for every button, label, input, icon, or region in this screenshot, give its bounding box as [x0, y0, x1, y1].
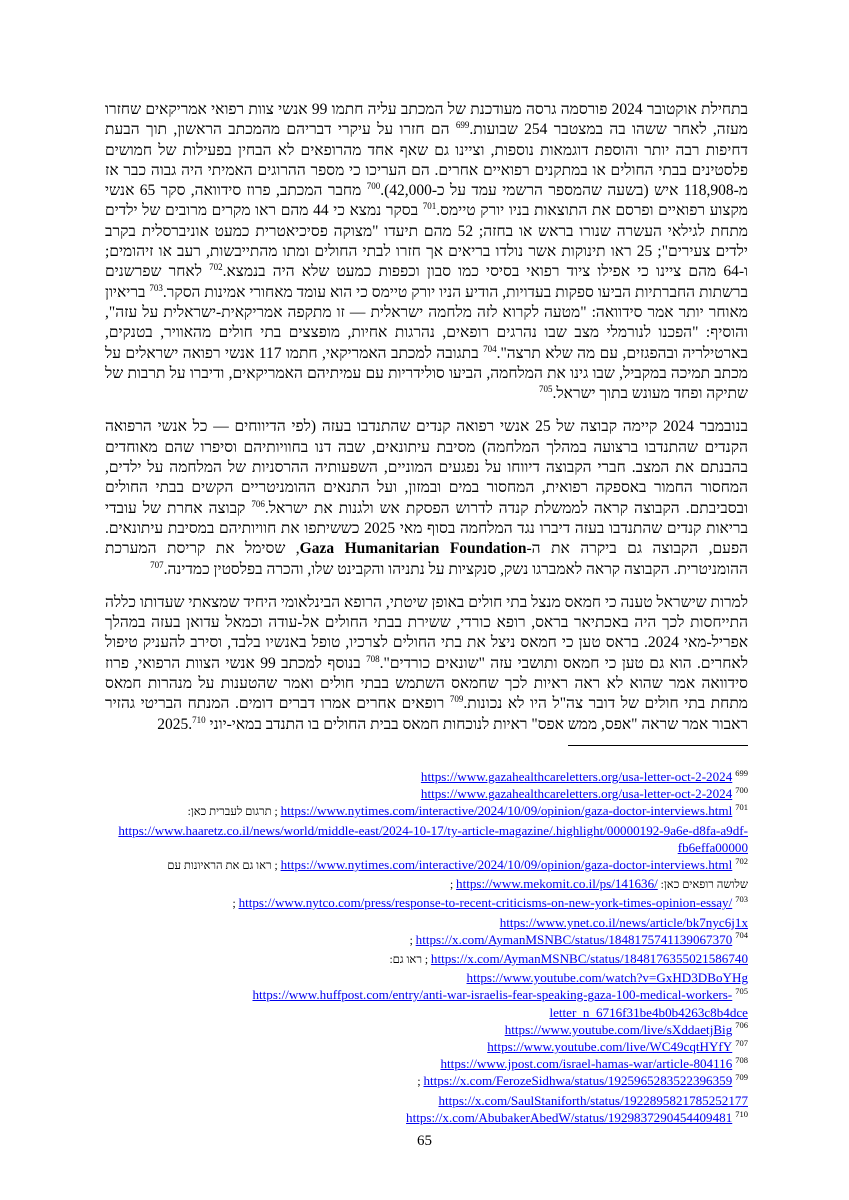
- footnote: [105, 894, 748, 913]
- footnote: [105, 856, 748, 875]
- paragraph: [105, 417, 748, 579]
- footnote: [105, 802, 748, 821]
- footnote: [105, 1092, 748, 1109]
- footnote-link[interactable]: https://www.youtube.com/live/WC49cqtHYfY: [487, 1039, 733, 1055]
- footnote-ref: 699: [455, 120, 470, 131]
- footnote-link[interactable]: https://www.nytimes.com/interactive/2024/10/09/opinion/gaza-doctor-interviews.html: [280, 803, 733, 819]
- footnote-ref: 708: [366, 653, 380, 664]
- paragraph-text: למרות שישראל טענה כי חמאס מנצל בתי חולים באופן שיטתי, הרופא הבינלאומי היחיד שמצאתי שעדותו כללה התייחסות לכך היה באכתיאר בראס, רופא כורדי, ששירת בבתי החולים אל-עודה וכמאל עדואן בעזה במהלך אפריל-מאי 2024. בראס טען כי חמאס ניצל את בתי החולים לצרכיו, טופל באנשיו בלבד, וסירב להעניק טיפול לאחרים. הוא גם טען כי חמאס ותושבי עזה "שונאים כורדים".: [105, 593, 748, 672]
- footnote: [105, 931, 748, 950]
- paragraph-text: רופאים אחרים אמרו דברים דומים. המנתח הבריטי גהזיר ראבור אמר שראה "אפס, ממש אפס" ראיות לנוכחות חמאס בבית החולים בו התנדב במאי-יוני 2025.: [105, 695, 748, 733]
- footnote: [105, 1038, 748, 1055]
- footnote: [105, 1055, 748, 1072]
- footnote-ref: 703: [149, 282, 163, 293]
- paragraph-text: לאחר שפרשנים ברשתות החברתיות הביעו ספקות בעדויות, הודיע הניו יורק טיימס כי הוא עומד מאחורי אמינות הסקר.: [105, 263, 748, 301]
- footnote-ref: 702: [209, 262, 223, 273]
- paragraph-text: מחבר המכתב, פרוז סידוואה, סקר 65 אנשי מקצוע רפואיים ופרסם את התוצאות בניו יורק טיימס.: [105, 182, 748, 220]
- paragraph-text: בריאיון מאוחר יותר אמר סידוואה: "מטעה לקרוא לזה מלחמה ישראלית — זו מתקפה אמריקאית-ישראלית על עזה", והוסיף: "הפכנו לנורמלי מצב שבו נהרגים רופאים, נהרגות אחיות, מופצצים בתי חולים מהאוויר, בטנקים, בארטילריה ובהפגזים, עם מה שלא תרצה".: [105, 283, 748, 362]
- footnote: [105, 1109, 748, 1126]
- footnote-ref: 705: [539, 384, 553, 394]
- footnote-ref: 707: [150, 559, 164, 570]
- footnote-number: 708: [735, 1054, 748, 1065]
- body-text: [105, 100, 748, 748]
- footnote-link[interactable]: https://www.nytco.com/press/response-to-recent-criticisms-on-new-york-times-opinion-essay/: [238, 895, 733, 911]
- paragraph-text: בנוסף למכתב 99 אנשי הצוות הרפואי, פרוז סידוואה אמר שהוא לא ראה ראיות לכך שחמאס השתמש בבתי חולים ואמר שהטענות על מנהרות חמאס מתחת בתי חולים של דובר צה"ל היו לא נכונות.: [105, 654, 748, 713]
- footnote-number: 707: [735, 1037, 748, 1048]
- footnote-number: 703: [735, 894, 748, 905]
- footnote: [105, 986, 748, 1020]
- footnote: [105, 969, 748, 986]
- paragraph-text: , שסימל את קריסת המערכת ההומניטרית. הקבוצה קראה לאמברגו נשק, סנקציות על נתניהו והקבינט שלו, והכרה בפלסטין כמדינה.: [105, 540, 748, 578]
- footnote-number: 700: [735, 784, 748, 795]
- paragraph-text: בסקר נמצא כי 44 מהם ראו מקרים מרובים של ילדים מתחת לגילאי העשרה שנורו בראש או בחזה; 52 מהם תיעדו "מצוקה פסיכיאטרית כמעט אוניברסלית בקרב ילדים צעירים"; 25 ראו תינוקות אשר נולדו בריאים אך חזרו לבתי החולים ומתו מהתייבשות, רעב או זיהומים; ו-64 מהם ציינו כי אפילו ציוד רפואי בסיסי כמו סבון וכפפות כמעט שלא היה בנמצא.: [105, 202, 748, 281]
- footnotes: [105, 768, 748, 1126]
- footnote-note: ; תרגום לעברית כאן:: [187, 806, 281, 819]
- footnote-number: 702: [735, 855, 748, 866]
- footnote-link[interactable]: https://x.com/AymanMSNBC/status/1848176355021586740: [430, 951, 748, 967]
- footnote-link[interactable]: https://www.ynet.co.il/news/article/bk7nyc6j1x: [499, 914, 748, 930]
- footnote-ref: 704: [483, 343, 497, 354]
- footnote: [105, 950, 748, 969]
- footnote-note: ; ראו גם את הראיונות עם: [167, 860, 281, 873]
- footnote: [105, 785, 748, 802]
- footnote-number: 699: [735, 767, 748, 778]
- paragraph: [105, 100, 748, 404]
- footnote: [105, 914, 748, 931]
- footnote: [105, 1021, 748, 1038]
- footnote-ref: 709: [449, 694, 464, 705]
- footnote: [105, 1072, 748, 1091]
- paragraph-text: בתגובה למכתב האמריקאי, חתמו 117 אנשי רפואה ישראלים על מכתב תמיכה במקביל, שבו גינו את המלחמה, הביעו סולידריות עם עמיתיהם האמריקאים, ודיברו על תרבות של שתיקה ופחד מעונש בתוך ישראל.: [105, 344, 748, 403]
- footnote-link[interactable]: https://x.com/AymanMSNBC/status/1848175741139067370: [415, 931, 733, 947]
- footnote: [105, 875, 748, 894]
- footnote-note: ;: [449, 879, 457, 892]
- footnote-number: 705: [735, 986, 748, 997]
- footnote-link[interactable]: https://www.jpost.com/israel-hamas-war/article-804116: [440, 1056, 733, 1072]
- footnote-number: 709: [735, 1072, 748, 1083]
- footnote-separator: [568, 745, 748, 746]
- footnote-link[interactable]: https://www.gazahealthcareletters.org/usa-letter-oct-2-2024: [420, 786, 733, 802]
- footnote-link[interactable]: https://www.huffpost.com/entry/anti-war-israelis-fear-speaking-gaza-100-medical-workers-letter_n_6716f31be4b0b4263c8b4dce: [252, 987, 748, 1020]
- footnote-link[interactable]: https://www.nytimes.com/interactive/2024/10/09/opinion/gaza-doctor-interviews.html: [280, 857, 733, 873]
- paragraph-text: בתחילת אוקטובר 2024 פורסמה גרסה מעודכנת של המכתב עליה חתמו 99 אנשי צוות רפואי אמריקאים שחזרו מעזה, לאחר ששהו בה במצטבר 254 שבועות.: [105, 101, 748, 139]
- footnote-link[interactable]: https://www.youtube.com/watch?v=GxHD3DBoYHg: [466, 970, 748, 986]
- footnote-ref: 706: [251, 498, 265, 509]
- paragraph-text: הם חזרו על עיקרי דבריהם מהמכתב הראשון, תוך הבעת דחיפות רבה יותר והוספת דוגמאות נוספות, וציינו גם שאף אחד מהרופאים לא הבחין בפעילות של חמושים פלסטינים בבתי החולים או במתקנים רפואיים אחרים. הם העריכו כי מספר ההרוגים האמיתי היה גבוה כבר אז מ-118,908 איש (בשעה שהמספר הרשמי עמד על כ-42,000).: [105, 121, 748, 200]
- page-number: 65: [417, 1133, 432, 1149]
- paragraph-text: קבוצה אחרת של עובדי בריאות קנדים שהתנדבו בעזה דיברו נגד המלחמה בסוף מאי 2025 כששיתפו את חוויותיהם במסיבת עיתונאים. הפעם, הקבוצה גם ביקרה את ה-: [105, 499, 748, 558]
- footnote: [105, 768, 748, 785]
- footnote-note: ;: [417, 1076, 424, 1089]
- footnote-prefix: שלושה רופאים כאן:: [657, 879, 748, 892]
- footnote-link[interactable]: https://www.haaretz.co.il/news/world/middle-east/2024-10-17/ty-article-magazine/.highlight/00000192-9a6e-d8fa-a9df-fb6effa00000: [118, 822, 748, 855]
- paragraph: [105, 593, 748, 735]
- footnote-link[interactable]: https://x.com/AbubakerAbedW/status/1929837290454409481: [406, 1109, 733, 1125]
- footnote-ref: 710: [192, 714, 206, 725]
- footnote-note: ;: [409, 934, 416, 947]
- footnote-number: 701: [735, 802, 748, 813]
- footnote-ref: 700: [366, 181, 381, 192]
- footnote-link[interactable]: https://x.com/FerozeSidhwa/status/1925965283522396359: [423, 1073, 733, 1089]
- footnote: [105, 822, 748, 856]
- footnote-link[interactable]: https://www.mekomit.co.il/ps/141636/: [456, 876, 658, 892]
- footnote-ref: 701: [422, 201, 437, 212]
- paragraph-text: בנובמבר 2024 קיימה קבוצה של 25 אנשי רפואה קנדים שהתנדבו בעזה (לפי הדיווחים — כל אנשי הרפואה הקנדים שהתנדבו ברצועה במהלך המלחמה) מסיבת עיתונאים, שבה דנו בחוויותיהם וסיפרו שהם מאוחדים בהבנתם את המצב. חברי הקבוצה דיווחו על נפגעים המוניים, השפעותיה ההרסניות של המלחמה על ילדים, המחסור החמור באספקה רפואית, המחסור במים ובמזון, ועל התנאים ההומניטריים הקשים בבתי החולים ובסביבתם. הקבוצה קראה לממשלת קנדה לדרוש הפסקת אש ולגנות את ישראל.: [105, 418, 748, 517]
- footnote-link[interactable]: https://www.gazahealthcareletters.org/usa-letter-oct-2-2024: [420, 769, 733, 784]
- footnote-number: 710: [735, 1108, 748, 1119]
- footnote-link[interactable]: https://www.youtube.com/live/sXddaetjBig: [504, 1021, 733, 1037]
- bold-text: Gaza Humanitarian Foundation: [299, 540, 527, 558]
- footnote-note: ; ראו גם:: [389, 954, 431, 967]
- footnote-number: 704: [735, 930, 748, 941]
- footnote-note: ;: [232, 898, 239, 911]
- footnote-number: 706: [735, 1020, 748, 1031]
- footnote-link[interactable]: https://x.com/SaulStaniforth/status/1922895821785252177: [438, 1092, 748, 1108]
